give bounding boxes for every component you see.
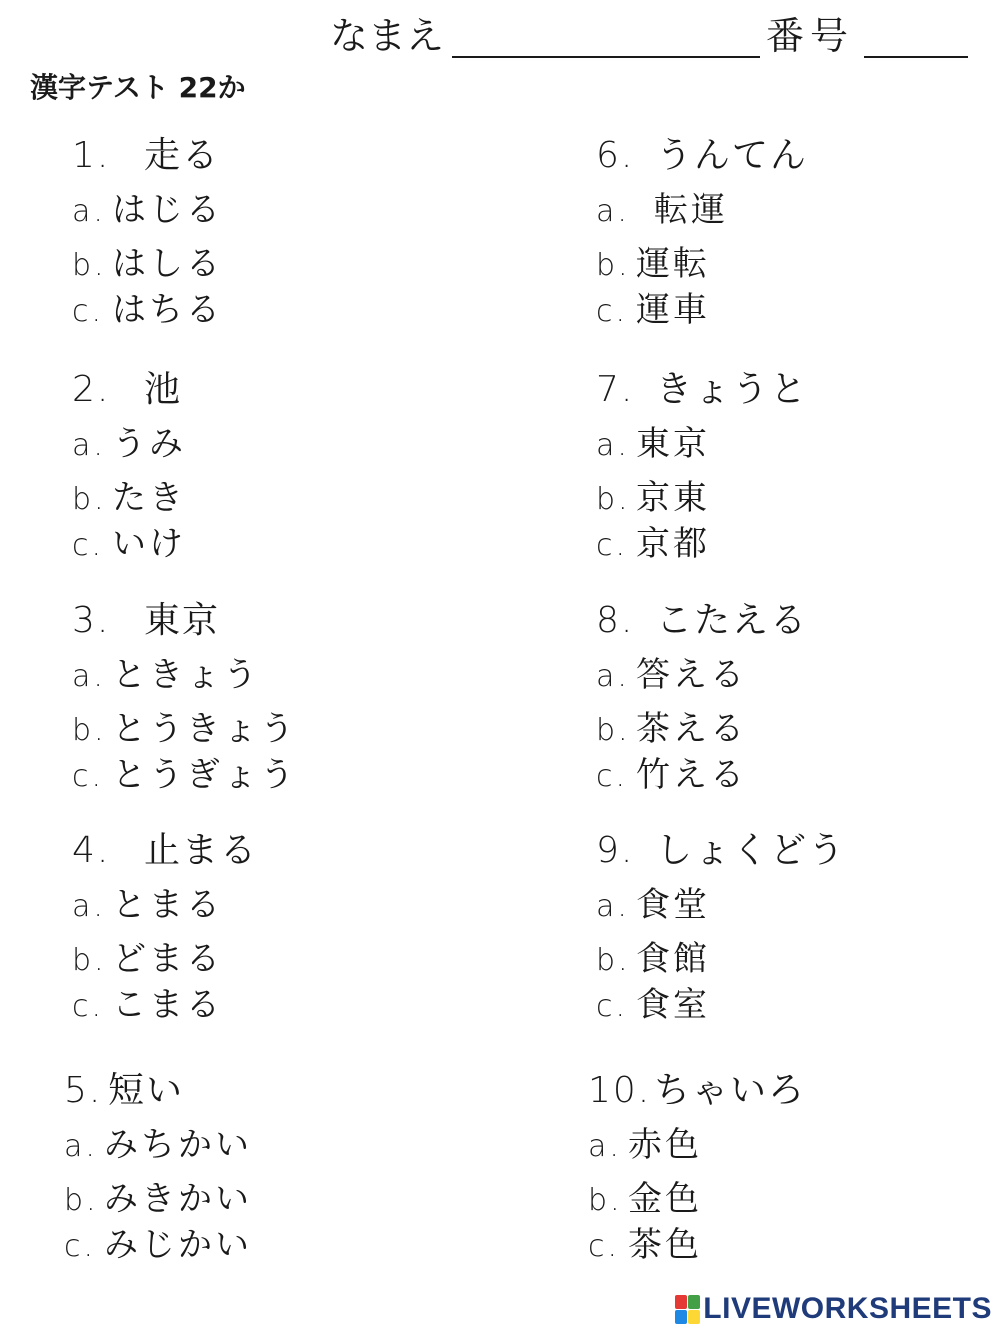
option-text: 茶色 — [628, 1225, 702, 1265]
option-a[interactable] — [72, 882, 472, 928]
option-letter: a. — [596, 889, 630, 924]
question-header — [72, 133, 472, 179]
option-text: 運転 — [636, 244, 710, 284]
question-8 — [596, 598, 996, 798]
number-label: 番号 — [766, 14, 855, 58]
option-text: 京東 — [636, 478, 710, 518]
option-text: 運車 — [636, 290, 710, 330]
question-number: 7. — [596, 369, 635, 410]
option-c[interactable] — [64, 1222, 464, 1268]
option-letter: a. — [596, 659, 630, 694]
option-c[interactable] — [596, 752, 996, 798]
option-letter: c. — [596, 528, 629, 563]
question-prompt: しょくどう — [656, 830, 847, 871]
option-text: 金色 — [628, 1179, 702, 1219]
option-letter: a. — [596, 428, 630, 463]
option-text: こまる — [112, 985, 223, 1025]
option-b[interactable] — [72, 241, 472, 287]
question-number: 5. — [64, 1070, 103, 1111]
option-a[interactable] — [596, 187, 996, 233]
question-prompt: 止まる — [144, 830, 259, 871]
option-letter: c. — [72, 294, 105, 329]
question-prompt: きょうと — [656, 369, 809, 410]
option-c[interactable] — [72, 287, 472, 333]
option-a[interactable] — [596, 882, 996, 928]
question-7 — [596, 367, 996, 567]
option-text: うみ — [112, 424, 186, 464]
option-letter: b. — [72, 943, 107, 978]
option-text: 赤色 — [628, 1125, 702, 1165]
question-1 — [72, 133, 472, 333]
question-prompt: 東京 — [144, 600, 221, 641]
option-text: はじる — [112, 190, 223, 230]
header — [0, 8, 1000, 68]
option-letter: b. — [64, 1183, 99, 1218]
question-prompt: うんてん — [656, 135, 809, 176]
question-number: 3. — [72, 600, 111, 641]
option-letter: c. — [596, 989, 629, 1024]
option-c[interactable] — [596, 287, 996, 333]
option-b[interactable] — [596, 241, 996, 287]
option-letter: c. — [72, 759, 105, 794]
option-a[interactable] — [72, 187, 472, 233]
option-text: いけ — [112, 524, 186, 564]
option-c[interactable] — [72, 752, 472, 798]
option-text: 答える — [636, 655, 747, 695]
number-answer-line[interactable] — [864, 56, 968, 58]
option-text: 食館 — [636, 939, 710, 979]
question-header — [596, 133, 996, 179]
question-6 — [596, 133, 996, 333]
option-a[interactable] — [596, 421, 996, 467]
option-letter: b. — [596, 943, 631, 978]
option-letter: c. — [596, 759, 629, 794]
question-3 — [72, 598, 472, 798]
option-b[interactable] — [72, 936, 472, 982]
option-a[interactable] — [588, 1122, 988, 1168]
option-letter: b. — [72, 713, 107, 748]
option-c[interactable] — [596, 521, 996, 567]
question-header — [596, 598, 996, 644]
option-a[interactable] — [72, 652, 472, 698]
option-text: 食堂 — [636, 885, 710, 925]
question-number: 10. — [588, 1070, 652, 1111]
question-number: 9. — [596, 830, 635, 871]
option-letter: b. — [596, 482, 631, 517]
option-c[interactable] — [72, 982, 472, 1028]
question-header — [72, 367, 472, 413]
question-prompt: 走る — [144, 135, 221, 176]
name-answer-line[interactable] — [452, 56, 760, 58]
option-text: はちる — [112, 290, 223, 330]
option-text: 茶える — [636, 709, 747, 749]
question-number: 2. — [72, 369, 111, 410]
option-a[interactable] — [64, 1122, 464, 1168]
option-letter: c. — [64, 1229, 97, 1264]
question-4 — [72, 828, 472, 1028]
option-text: ときょう — [112, 655, 260, 695]
option-text: 京都 — [636, 524, 710, 564]
option-text: みちかい — [104, 1125, 252, 1165]
option-letter: a. — [72, 428, 106, 463]
option-a[interactable] — [72, 421, 472, 467]
question-9 — [596, 828, 996, 1028]
option-letter: b. — [72, 248, 107, 283]
option-letter: b. — [588, 1183, 623, 1218]
option-letter: b. — [596, 713, 631, 748]
footer — [675, 1292, 992, 1326]
option-b[interactable] — [596, 936, 996, 982]
option-text: 東京 — [636, 424, 710, 464]
option-text: みじかい — [104, 1225, 252, 1265]
liveworksheets-logo-icon — [675, 1295, 699, 1323]
option-text: 竹える — [636, 755, 747, 795]
question-2 — [72, 367, 472, 567]
question-header — [64, 1068, 464, 1114]
question-header — [596, 828, 996, 874]
option-c[interactable] — [596, 982, 996, 1028]
option-letter: a. — [588, 1129, 622, 1164]
question-number: 8. — [596, 600, 635, 641]
option-b[interactable] — [64, 1176, 464, 1222]
question-header — [596, 367, 996, 413]
option-a[interactable] — [596, 652, 996, 698]
option-c[interactable] — [588, 1222, 988, 1268]
option-text: どまる — [112, 939, 223, 979]
brand-name[interactable]: LIVEWORKSHEETS — [703, 1292, 992, 1325]
option-text: 転運 — [654, 190, 728, 230]
option-b[interactable] — [596, 475, 996, 521]
option-letter: b. — [596, 248, 631, 283]
option-letter: a. — [72, 889, 106, 924]
question-prompt: こたえる — [656, 600, 809, 641]
option-text: はしる — [112, 244, 223, 284]
question-number: 1. — [72, 135, 111, 176]
option-letter: c. — [588, 1229, 621, 1264]
option-letter: c. — [72, 989, 105, 1024]
option-b[interactable] — [588, 1176, 988, 1222]
option-letter: a. — [64, 1129, 98, 1164]
option-c[interactable] — [72, 521, 472, 567]
option-text: たき — [112, 478, 186, 518]
question-10 — [588, 1068, 988, 1268]
option-letter: a. — [72, 659, 106, 694]
question-5 — [64, 1068, 464, 1268]
option-text: とうぎょう — [112, 755, 297, 795]
question-prompt: ちゃいろ — [654, 1070, 807, 1111]
option-text: 食室 — [636, 985, 710, 1025]
option-letter: b. — [72, 482, 107, 517]
question-header — [588, 1068, 988, 1114]
test-title: 漢字テスト 22か — [30, 71, 246, 104]
option-b[interactable] — [596, 706, 996, 752]
question-number: 4. — [72, 830, 111, 871]
option-letter: c. — [72, 528, 105, 563]
option-letter: a. — [72, 194, 106, 229]
name-label: なまえ — [330, 14, 445, 58]
option-letter: a. — [596, 194, 630, 229]
option-b[interactable] — [72, 475, 472, 521]
option-b[interactable] — [72, 706, 472, 752]
option-text: みきかい — [104, 1179, 252, 1219]
question-prompt: 短い — [108, 1070, 185, 1111]
question-number: 6. — [596, 135, 635, 176]
question-header — [72, 598, 472, 644]
question-prompt: 池 — [144, 369, 183, 410]
question-header — [72, 828, 472, 874]
option-text: とうきょう — [112, 709, 297, 749]
option-text: とまる — [112, 885, 223, 925]
option-letter: c. — [596, 294, 629, 329]
